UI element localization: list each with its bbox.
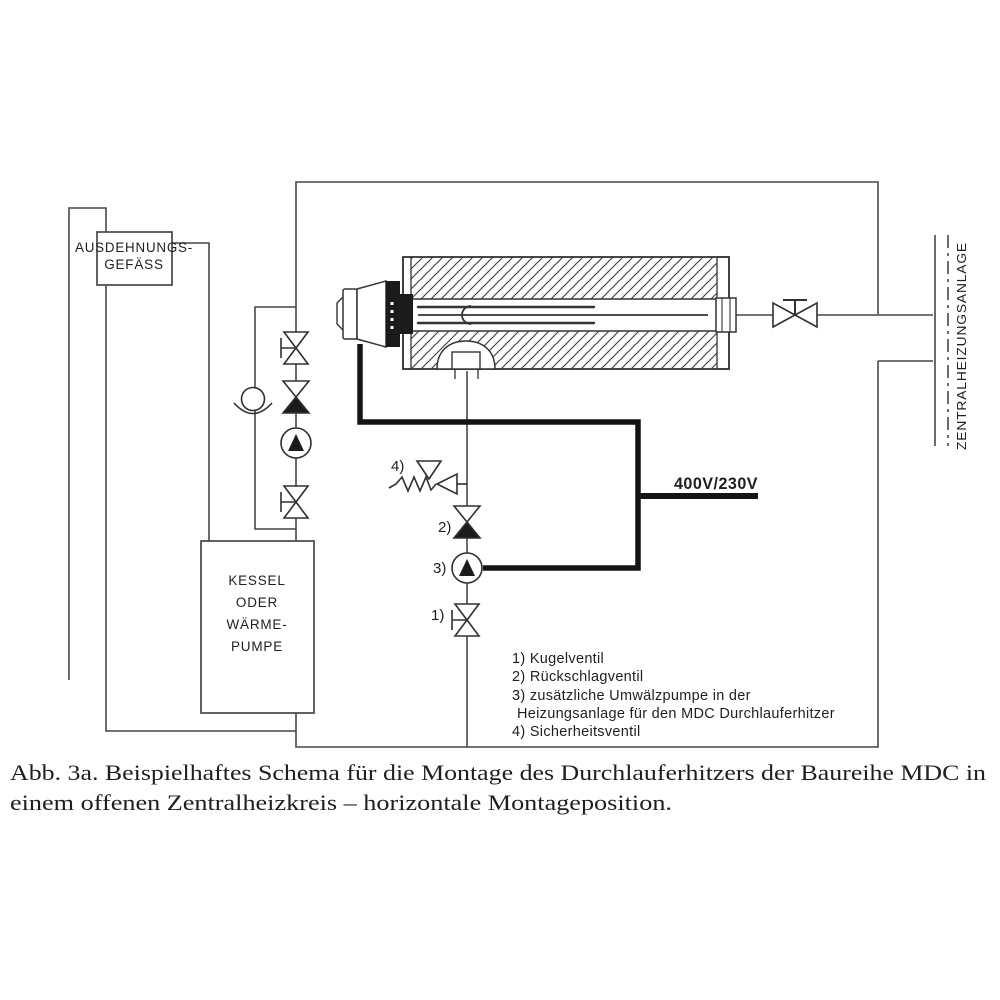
- bypass-gauge: [234, 388, 272, 414]
- outlet-shutoff-valve: [773, 300, 817, 327]
- caption-line-2: einem offenen Zentralheizkreis – horizontale Montageposition.: [10, 790, 672, 815]
- heater-power-cable: [360, 344, 638, 568]
- riser-check-valve-lower: [454, 522, 480, 538]
- left-check-valve-upper: [283, 381, 309, 397]
- power-rating-label: 400V/230V: [674, 474, 759, 493]
- legend-line-4: Heizungsanlage für den MDC Durchlauferhitzer: [517, 706, 835, 722]
- outlet-fitting-body: [716, 298, 736, 332]
- gland-dot-4: [391, 326, 394, 329]
- gland-dot-3: [391, 318, 394, 321]
- electric-cabling: [360, 344, 758, 568]
- gland-dot-2: [391, 310, 394, 313]
- figure-caption: [10, 760, 986, 815]
- heater-cable-gland: [337, 281, 413, 347]
- gland-cone: [357, 281, 386, 347]
- riser-ball-valve: [452, 604, 479, 636]
- gland-terminal-block: [400, 294, 413, 334]
- gland-black-band: [386, 281, 400, 347]
- expansion-vessel-label-line1: AUSDEHNUNGS-: [75, 240, 193, 255]
- callout-4: 4): [391, 458, 405, 475]
- gauge-dial: [242, 388, 265, 411]
- central-heating-label: ZENTRALHEIZUNGSANLAGE: [954, 254, 969, 450]
- boiler: [201, 541, 314, 713]
- left-ball-valve-top: [281, 332, 308, 364]
- legend-line-2: 2) Rückschlagventil: [512, 669, 644, 685]
- flow-heater: [337, 257, 736, 379]
- expansion-vessel: [75, 232, 193, 285]
- expansion-vessel-label-line2: GEFÄSS: [104, 257, 164, 272]
- callout-2: 2): [438, 519, 452, 536]
- left-check-valve: [283, 381, 309, 413]
- legend: [512, 651, 835, 740]
- gland-flange: [343, 289, 357, 339]
- riser-check-valve-upper: [454, 506, 480, 522]
- boiler-circuit-fittings: [234, 332, 311, 518]
- callout-3: 3): [433, 560, 447, 577]
- heater-outlet-fitting: [716, 298, 736, 332]
- caption-line-1: Abb. 3a. Beispielhaftes Schema für die Montage des Durchlauferhitzers der Baureihe MDC in: [10, 760, 986, 785]
- legend-line-1: 1) Kugelventil: [512, 651, 605, 667]
- riser-check-valve: [454, 506, 480, 538]
- vessel-to-boiler-pipe: [172, 243, 209, 541]
- safety-valve-cap: [417, 461, 441, 479]
- boiler-label-line3: WÄRME-: [226, 617, 288, 632]
- left-check-valve-lower: [283, 397, 309, 413]
- boiler-label-line2: ODER: [235, 595, 279, 610]
- gland-dot-1: [391, 302, 394, 305]
- callout-1: 1): [431, 607, 445, 624]
- boiler-label-line4: PUMPE: [230, 639, 284, 654]
- riser-circulation-pump: [452, 553, 482, 583]
- left-ball-valve-bottom: [281, 486, 308, 518]
- left-circulation-pump: [281, 428, 311, 458]
- heater-bottom-stub: [452, 352, 480, 369]
- boiler-label-line1: KESSEL: [228, 573, 286, 588]
- legend-line-5: 4) Sicherheitsventil: [512, 724, 641, 740]
- legend-line-3: 3) zusätzliche Umwälzpumpe in der: [512, 688, 751, 704]
- safety-valve-body: [437, 474, 457, 494]
